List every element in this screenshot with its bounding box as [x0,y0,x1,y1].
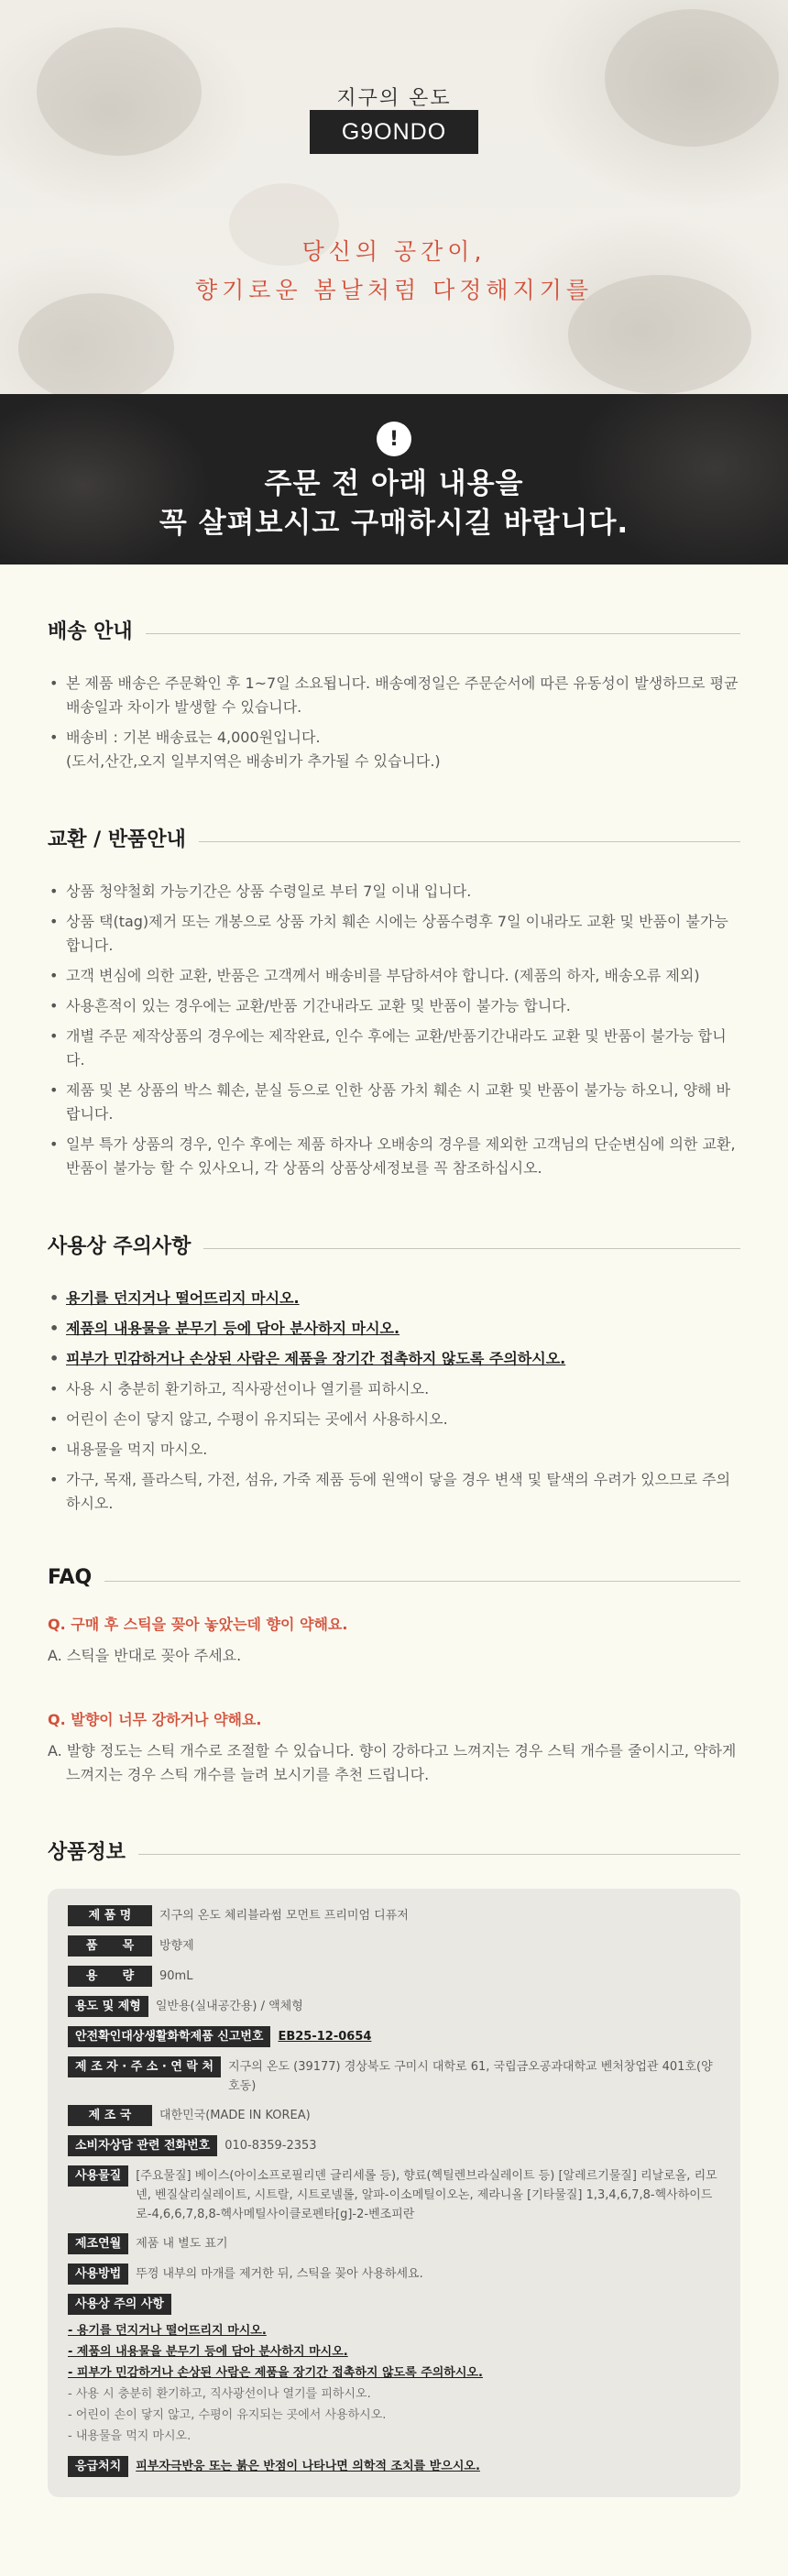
faq-question: Q. 구매 후 스틱을 꽂아 놓았는데 향이 약해요. [48,1616,348,1633]
info-value: 일반용(실내공간용) / 액체형 [155,2000,303,2013]
notice-line-2: 꼭 살펴보시고 구매하시길 바랍니다. [159,507,629,540]
info-row [68,2233,720,2254]
caution-item: - 용기를 던지거나 떨어뜨리지 마시오. [68,2324,267,2338]
info-label: 사용물질 [68,2165,128,2187]
list-item: • 상품 청약철회 가능기간은 상품 수령일로 부터 7일 이내 입니다. [48,880,740,904]
info-value: 010-8359-2353 [224,2139,317,2153]
hero-tagline-2: 향기로운 봄날처럼 다정해지기를 [195,277,593,303]
section-header [48,1566,740,1589]
section-header [48,616,740,644]
info-label: 제 품 명 [68,1905,152,1926]
hero-tagline-1: 당신의 공간이, [301,238,487,265]
list-item: • 가구, 목재, 플라스틱, 가전, 섬유, 가죽 제품 등에 원액이 닿을 경우 변색 및 탈색의 우려가 있으므로 주의 하시오. [48,1468,740,1516]
petal-decoration [605,9,779,147]
info-label: 안전확인대상생활화학제품 신고번호 [68,2026,270,2047]
info-value: 90mL [159,1969,193,1983]
list-item: • 배송비 : 기본 배송료는 4,000원입니다. (도서,산간,오지 일부지역은 배송비가 추가될 수 있습니다.) [48,726,740,773]
content-area [0,565,788,2497]
hero-banner [0,0,788,394]
faq-item [48,1708,740,1787]
list-item: • 본 제품 배송은 주문확인 후 1~7일 소요됩니다. 배송예정일은 주문순서에 따른 유동성이 발생하므로 평균 배송일과 차이가 발생할 수 있습니다. [48,672,740,719]
list-item: • 용기를 던지거나 떨어뜨리지 마시오. [48,1287,740,1310]
list-item: • 내용물을 먹지 마시오. [48,1438,740,1462]
faq-section [48,1522,740,1787]
section-divider [203,1248,740,1249]
info-label: 제조연월 [68,2233,128,2254]
exchange-title: 교환 / 반품안내 [48,828,186,851]
info-label: 용도 및 제형 [68,1996,148,2017]
exclamation-icon: ! [377,422,411,456]
info-value: 대한민국(MADE IN KOREA) [159,2109,311,2122]
info-value: EB25-12-0654 [278,2030,372,2044]
shipping-title: 배송 안내 [48,620,133,643]
faq-answer: A. 발향 정도는 스틱 개수로 조절할 수 있습니다. 향이 강하다고 느껴지는 경우 스틱 개수를 줄이시고, 약하게 느껴지는 경우 스틱 개수를 늘려 보시기를 추천 드립니다. [48,1742,737,1783]
list-item: • 상품 택(tag)제거 또는 개봉으로 상품 가치 훼손 시에는 상품수령후 7일 이내라도 교환 및 반품이 불가능합니다. [48,910,740,958]
info-row [68,1935,720,1957]
info-label: 용 량 [68,1966,152,1987]
emergency-label: 응급처치 [68,2456,128,2477]
shipping-list [48,672,740,773]
list-item: • 일부 특가 상품의 경우, 인수 후에는 제품 하자나 오배송의 경우를 제외한 고객님의 단순변심에 의한 교환, 반품이 불가능 할 수 있사오니, 각 상품의 상품상세정보를 꼭 참조하십시오. [48,1133,740,1180]
info-label: 제 조 자 · 주 소 · 연 락 처 [68,2056,221,2077]
petal-decoration [18,293,174,394]
product-title: 상품정보 [48,1841,126,1864]
exchange-section [48,780,740,1180]
usage-title: 사용상 주의사항 [48,1235,192,1258]
shipping-section [48,565,740,773]
info-row [68,2056,720,2096]
caution-item: - 사용 시 충분히 환기하고, 직사광선이나 열기를 피하시오. [68,2387,371,2401]
info-label: 품 목 [68,1935,152,1957]
faq-item [48,1613,740,1668]
exchange-list [48,880,740,1180]
list-item: • 고객 변심에 의한 교환, 반품은 고객께서 배송비를 부담하셔야 합니다. (제품의 하자, 배송오류 제외) [48,964,740,988]
product-section [48,1787,740,2497]
emergency-value: 피부자극반응 또는 붉은 반점이 나타나면 의학적 조치를 받으시오. [136,2460,480,2473]
caution-list [68,2320,720,2447]
info-row [68,1905,720,1926]
caution-item: - 피부가 민감하거나 손상된 사람은 제품을 장기간 접촉하지 않도록 주의하시오. [68,2366,483,2380]
info-label: 소비자상담 관련 전화번호 [68,2135,217,2156]
caution-item: - 어린이 손이 닿지 않고, 수평이 유지되는 곳에서 사용하시오. [68,2408,387,2422]
info-row [68,1966,720,1987]
info-value: 지구의 온도 체리블라썸 모먼트 프리미엄 디퓨저 [159,1909,409,1923]
usage-section [48,1187,740,1516]
info-label: 제 조 국 [68,2105,152,2126]
notice-banner [0,394,788,565]
info-label: 사용방법 [68,2264,128,2285]
section-header [48,1836,740,1865]
brand-logo: G9ONDO [310,110,478,154]
list-item: • 어린이 손이 닿지 않고, 수평이 유지되는 곳에서 사용하시오. [48,1408,740,1431]
section-divider [146,633,740,634]
list-item: • 제품 및 본 상품의 박스 훼손, 분실 등으로 인한 상품 가치 훼손 시 교환 및 반품이 불가능 하오니, 양해 바랍니다. [48,1079,740,1126]
info-value: 지구의 온도 (39177) 경상북도 구미시 대학로 61, 국립금오공과대학교 벤처창업관 401호(양호동) [228,2060,713,2093]
info-value: 제품 내 별도 표기 [136,2237,228,2251]
section-divider [199,841,740,842]
list-item: • 피부가 민감하거나 손상된 사람은 제품을 장기간 접촉하지 않도록 주의하시오. [48,1347,740,1371]
info-row [68,2294,720,2315]
info-row [68,2264,720,2285]
section-header [48,824,740,852]
info-value: [주요물질] 베이스(아이소프로필리덴 글리세롤 등), 향료(헥틸렌브라실레이트 등) [알레르기물질] 리날로올, 리모넨, 벤질살리실레이트, 시트랄, 시트로넬롤, 알파-이소메틸이오논, 제라니올 [기타물질] 1,3,4,6,7,8-헥사하이드로-4,6,6,7,8,8-헥사메틸사이클로펜타[g]-2-벤조피란 [136,2169,717,2221]
info-value: 방향제 [159,1939,194,1953]
brand-subtitle: 지구의 온도 [336,87,452,110]
faq-title: FAQ [48,1566,93,1589]
caution-label: 사용상 주의 사항 [68,2294,171,2315]
faq-question: Q. 발향이 너무 강하거나 약해요. [48,1711,262,1728]
info-value: 뚜껑 내부의 마개를 제거한 뒤, 스틱을 꽂아 사용하세요. [136,2267,423,2281]
info-row [68,2026,720,2047]
section-divider [104,1581,740,1582]
info-row [68,2105,720,2126]
section-divider [138,1854,740,1855]
info-row [68,2165,720,2224]
list-item: • 개별 주문 제작상품의 경우에는 제작완료, 인수 후에는 교환/반품기간내라도 교환 및 반품이 불가능 합니다. [48,1025,740,1072]
list-item: • 사용흔적이 있는 경우에는 교환/반품 기간내라도 교환 및 반품이 불가능 합니다. [48,994,740,1018]
caution-item: - 내용물을 먹지 마시오. [68,2429,192,2443]
info-row [68,2135,720,2156]
product-info-box [48,1889,740,2497]
list-item: • 사용 시 충분히 환기하고, 직사광선이나 열기를 피하시오. [48,1377,740,1401]
info-row [68,2456,720,2477]
caution-item: - 제품의 내용물을 분무기 등에 담아 분사하지 마시오. [68,2345,348,2359]
notice-line-1: 주문 전 아래 내용을 [264,467,524,500]
usage-list [48,1287,740,1516]
list-item: • 제품의 내용물을 분무기 등에 담아 분사하지 마시오. [48,1317,740,1341]
section-header [48,1231,740,1259]
info-row [68,1996,720,2017]
faq-answer: A. 스틱을 반대로 꽂아 주세요. [48,1647,242,1664]
